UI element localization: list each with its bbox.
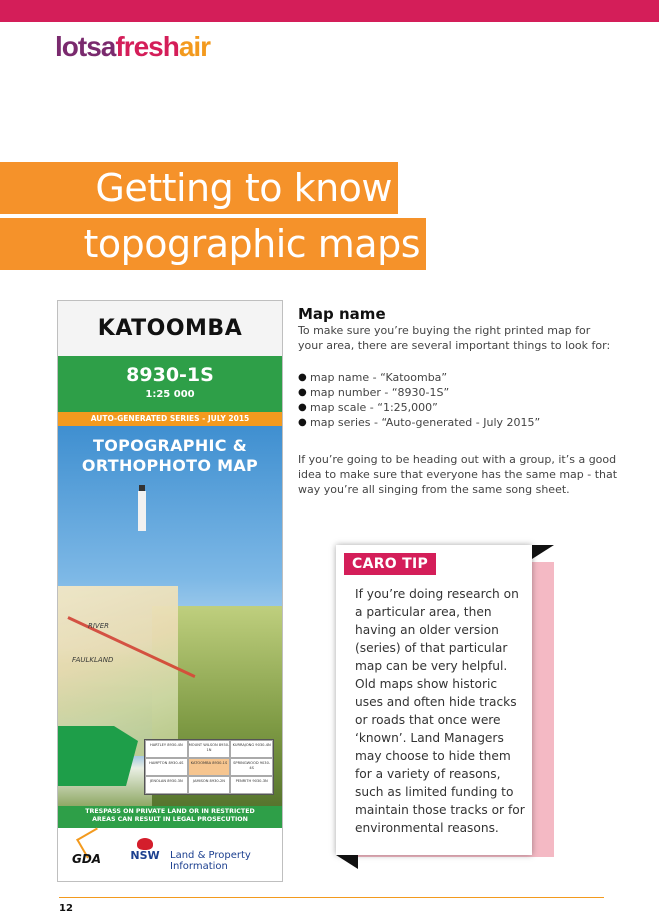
grid-cell: MOUNT WILSON 8930-1N <box>188 740 231 758</box>
grid-cell: JAMISON 8930-2N <box>188 776 231 794</box>
lpi-label <box>170 850 251 872</box>
title-band-2 <box>0 218 426 270</box>
logo-part-lots: lotsa <box>55 31 116 62</box>
map-cover-image <box>57 300 283 882</box>
cover-map-series: AUTO-GENERATED SERIES - JULY 2015 <box>58 412 282 426</box>
road-line <box>67 616 195 678</box>
page-title-line-2: topographic maps <box>83 222 420 266</box>
nsw-logo <box>126 838 164 862</box>
grid-cell: JENOLAN 8930-3N <box>145 776 188 794</box>
logo-part-air: air <box>178 31 211 62</box>
tip-corner-bottom <box>336 855 358 869</box>
section-intro: To make sure you’re buying the right printed map for your area, there are several important things to look for: <box>298 324 611 352</box>
grid-cell: HARTLEY 8930-4N <box>145 740 188 758</box>
top-color-bar <box>0 0 659 22</box>
tip-text: If you’re doing research on a particular area, then having an older version (series) of that particular map can be very helpful. Old maps show historic uses and often hide tracks or roads that once were ‘known’. Land Managers may choose to hide them for a variety of reasons, such as limited funding to maintain those tracks or for environmental reasons. <box>355 587 525 835</box>
cover-number-band <box>58 356 282 412</box>
grid-cell: PENRITH 9030-3N <box>230 776 273 794</box>
title-band-1 <box>0 162 398 214</box>
lighthouse-illustration <box>138 491 146 531</box>
tip-label: CARO TIP <box>344 553 436 575</box>
lpi-line-1: Land & Property <box>170 850 251 861</box>
cover-trespass-notice <box>58 806 282 828</box>
gda-label: GDA <box>72 852 102 866</box>
section-heading: Map name <box>298 305 386 323</box>
page-title-line-1: Getting to know <box>95 166 392 210</box>
adjoining-maps-grid <box>144 739 274 795</box>
trespass-line-2: AREAS CAN RESULT IN LEGAL PROSECUTION <box>92 816 248 823</box>
footer-rule <box>59 897 604 898</box>
cover-product-line-1: TOPOGRAPHIC & <box>93 436 247 455</box>
list-item: ● map scale - “1:25,000” <box>298 400 618 415</box>
list-item: ● map name - “Katoomba” <box>298 370 618 385</box>
nsw-state-shape <box>58 726 138 786</box>
trespass-line-1: TRESPASS ON PRIVATE LAND OR IN RESTRICTED <box>85 808 255 815</box>
brand-logo <box>55 30 210 64</box>
page-number: 12 <box>59 903 73 914</box>
cover-product-title <box>58 436 282 476</box>
nsw-label: NSW <box>130 849 160 862</box>
lpi-line-2: Information <box>170 861 228 872</box>
grid-cell: KURRAJONG 9030-4N <box>230 740 273 758</box>
list-item: ● map series - “Auto-generated - July 2015” <box>298 415 618 430</box>
grid-cell: SPRINGWOOD 9030-4S <box>230 758 273 776</box>
map-label-river: RIVER <box>88 622 110 630</box>
section-outro: If you’re going to be heading out with a group, it’s a good idea to make sure that everyone has the same map - that way you’re all singing from the same song sheet. <box>298 453 618 496</box>
logo-part-fresh: fresh <box>115 31 179 62</box>
checklist <box>298 370 618 430</box>
cover-footer <box>58 828 282 881</box>
grid-cell-current: KATOOMBA 8930-1S <box>188 758 231 776</box>
cover-product-line-2: ORTHOPHOTO MAP <box>81 456 259 475</box>
cover-map-name: KATOOMBA <box>58 301 282 356</box>
grid-cell: HAMPTON 8930-4S <box>145 758 188 776</box>
cover-map-number: 8930-1S <box>126 364 214 386</box>
map-label-faulkland: FAULKLAND <box>72 656 114 664</box>
list-item: ● map number - “8930-1S” <box>298 385 618 400</box>
cover-map-scale: 1:25 000 <box>145 389 195 400</box>
tip-corner-top <box>532 545 554 559</box>
